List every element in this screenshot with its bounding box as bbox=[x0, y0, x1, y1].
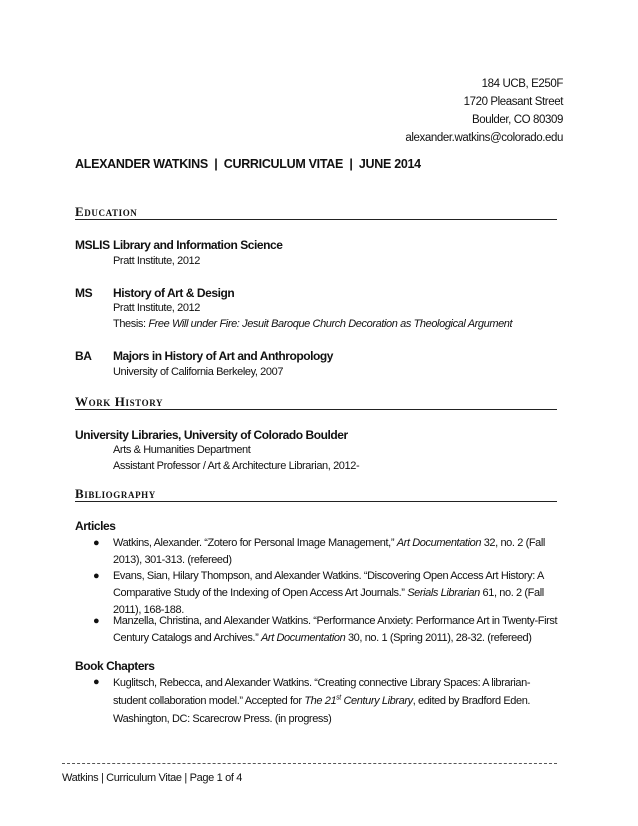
bullet-icon: ● bbox=[93, 676, 100, 688]
address-line-3: Boulder, CO 80309 bbox=[471, 114, 563, 126]
education-section-heading bbox=[75, 202, 557, 220]
chapter-item: Kuglitsch, Rebecca, and Alexander Watkins. “Creating connective Library Spaces: A librarian-student collaboration model.” Accepted for The 21st Century Library, edited by Bradford Eden. Washington, DC: Scarecrow Press. (in progress) bbox=[113, 677, 531, 725]
employer-position: Assistant Professor / Art & Architecture Librarian, 2012- bbox=[113, 460, 360, 472]
address-line-1: 184 UCB, E250F bbox=[481, 78, 563, 90]
address-line-2: 1720 Pleasant Street bbox=[463, 96, 563, 108]
degree-title-mslis: Library and Information Science bbox=[113, 238, 283, 252]
work-heading-text: Work History bbox=[75, 394, 164, 409]
email-address[interactable]: alexander.watkins@colorado.edu bbox=[405, 132, 563, 144]
article-item: Manzella, Christina, and Alexander Watkins. “Performance Anxiety: Performance Art in Twenty-First Century Catalogs and Archives.” Art Documentation 30, no. 1 (Spring 2011), 28-32. (refereed) bbox=[113, 615, 558, 644]
article-item: Watkins, Alexander. “Zotero for Personal Image Management,” Art Documentation 32, no. 2 (Fall 2013), 301-313. (refereed) bbox=[113, 537, 545, 566]
degree-ms: MS bbox=[75, 286, 93, 300]
bullet-icon: ● bbox=[93, 615, 100, 627]
bibliography-section-heading bbox=[75, 484, 557, 502]
book-title: The 21st Century Library bbox=[304, 694, 413, 707]
bibliography-heading-text: Bibliography bbox=[75, 486, 156, 501]
employer-name: University Libraries, University of Colorado Boulder bbox=[75, 428, 348, 442]
book-chapters-subheading: Book Chapters bbox=[75, 659, 155, 673]
employer-department: Arts & Humanities Department bbox=[113, 444, 251, 456]
journal-title: Art Documentation bbox=[261, 632, 346, 644]
degree-title-ba: Majors in History of Art and Anthropology bbox=[113, 349, 333, 363]
education-heading-text: Education bbox=[75, 204, 138, 219]
degree-school-mslis: Pratt Institute, 2012 bbox=[113, 255, 200, 267]
cv-headline: ALEXANDER WATKINS | CURRICULUM VITAE | JUNE 2014 bbox=[75, 157, 421, 171]
articles-subheading: Articles bbox=[75, 519, 116, 533]
degree-mslis: MSLIS bbox=[75, 238, 110, 252]
degree-school-ba: University of California Berkeley, 2007 bbox=[113, 366, 284, 378]
bullet-icon: ● bbox=[93, 570, 100, 582]
footer-divider bbox=[62, 763, 557, 764]
thesis-line bbox=[113, 318, 512, 330]
contact-address bbox=[405, 75, 563, 147]
degree-ba: BA bbox=[75, 349, 92, 363]
work-section-heading bbox=[75, 392, 557, 410]
page-footer: Watkins | Curriculum Vitae | Page 1 of 4 bbox=[62, 772, 243, 784]
degree-school-ms: Pratt Institute, 2012 bbox=[113, 302, 200, 314]
thesis-label: Thesis: bbox=[113, 318, 149, 330]
journal-title: Art Documentation bbox=[396, 537, 482, 549]
degree-title-ms: History of Art & Design bbox=[113, 286, 235, 300]
bullet-icon: ● bbox=[93, 537, 100, 549]
journal-title: Serials Librarian bbox=[407, 587, 480, 599]
article-item: Evans, Sian, Hilary Thompson, and Alexander Watkins. “Discovering Open Access Art History: A Comparative Study of the Indexing of Open Access Art Journals.” Serials Librarian 61, no. 2 (Fall 2011), 168-188. bbox=[113, 570, 544, 616]
thesis-title: Free Will under Fire: Jesuit Baroque Church Decoration as Theological Argument bbox=[148, 318, 513, 330]
